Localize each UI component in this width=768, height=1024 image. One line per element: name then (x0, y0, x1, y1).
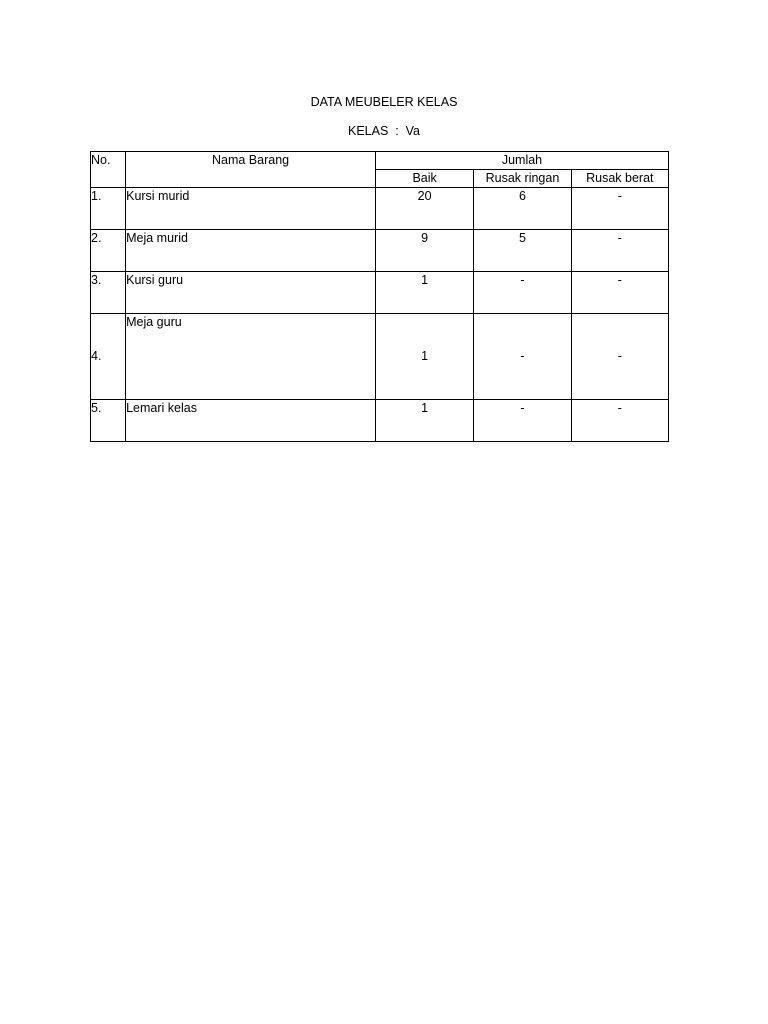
header-rusak-ringan: Rusak ringan (474, 170, 571, 188)
row-number: 2. (91, 230, 126, 272)
document-title: DATA MEUBELER KELAS (310, 95, 458, 109)
row-number: 4. (91, 314, 126, 400)
count-rusak-ringan: - (474, 314, 571, 400)
header-jumlah: Jumlah (375, 152, 668, 170)
row-number: 1. (91, 188, 126, 230)
count-rusak-berat: - (571, 272, 668, 314)
table-row (91, 188, 669, 230)
header-no: No. (91, 152, 126, 188)
document-subtitle: KELAS : Va (347, 124, 421, 138)
count-rusak-berat: - (571, 314, 668, 400)
count-rusak-ringan: - (474, 400, 571, 442)
table-header-row (91, 152, 669, 170)
count-baik: 1 (375, 272, 473, 314)
count-rusak-berat: - (571, 188, 668, 230)
count-rusak-ringan: 5 (474, 230, 571, 272)
item-name: Kursi murid (126, 188, 376, 230)
header-rusak-berat: Rusak berat (571, 170, 668, 188)
table-row (91, 272, 669, 314)
item-name: Kursi guru (126, 272, 376, 314)
count-baik: 1 (375, 400, 473, 442)
table-row (91, 314, 669, 400)
item-name: Lemari kelas (126, 400, 376, 442)
header-nama-barang: Nama Barang (126, 152, 376, 188)
item-name: Meja guru (126, 314, 376, 400)
table-row (91, 400, 669, 442)
header-baik: Baik (375, 170, 473, 188)
count-baik: 20 (375, 188, 473, 230)
count-rusak-ringan: 6 (474, 188, 571, 230)
count-rusak-berat: - (571, 230, 668, 272)
furniture-table (90, 151, 669, 442)
row-number: 5. (91, 400, 126, 442)
item-name: Meja murid (126, 230, 376, 272)
count-baik: 9 (375, 230, 473, 272)
table-row (91, 230, 669, 272)
count-baik: 1 (375, 314, 473, 400)
count-rusak-berat: - (571, 400, 668, 442)
row-number: 3. (91, 272, 126, 314)
count-rusak-ringan: - (474, 272, 571, 314)
